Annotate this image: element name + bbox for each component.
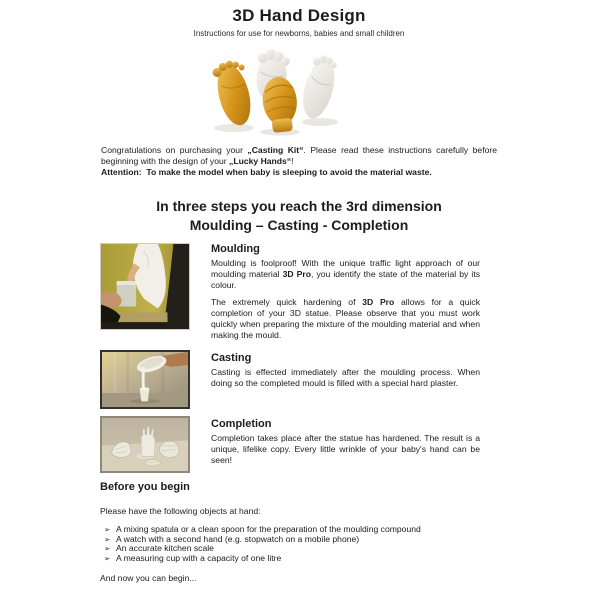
threed-pro-bold: 3D Pro (282, 269, 311, 279)
step-moulding (100, 241, 480, 341)
arrow-bullet-icon: ➢ (104, 544, 111, 554)
moulding-photo-illustration (101, 244, 189, 329)
page-subtitle: Instructions for use for newborns, babies and small children (193, 29, 405, 38)
list-item-text: A mixing spatula or a clean spoon for the preparation of the moulding compound (116, 524, 421, 534)
steps-heading-line1: In three steps you reach the 3rd dimension (156, 198, 442, 214)
moulding-photo (100, 243, 190, 330)
before-heading: Before you begin (100, 481, 190, 493)
congratulations-paragraph: Congratulations on purchasing your „Casting Kit“. Please read these instructions carefully before beginning with the design of your „Lucky Hands“! (101, 145, 498, 166)
steps-heading-line2: Moulding – Casting - Completion (189, 216, 409, 233)
lucky-hands-bold: „Lucky Hands“ (229, 156, 292, 166)
moulding-text (211, 241, 480, 341)
page-title: 3D Hand Design (232, 6, 366, 25)
begin-outro: And now you can begin... (100, 573, 197, 584)
casting-photo (100, 350, 190, 409)
completion-paragraph: Completion takes place after the statue has hardened. The result is a unique, lifelike copy. Every little wrinkle of your baby's hand can be seen! (211, 433, 480, 465)
casting-text (211, 350, 480, 389)
steps-section (100, 241, 480, 473)
hand-casts-photo (204, 43, 347, 137)
moulding-title: Moulding (211, 243, 260, 255)
hand-casts-illustration (204, 43, 347, 137)
casting-paragraph: Casting is effected immediately after the moulding process. When doing so the completed mould is filled with a special hard plaster. (211, 367, 480, 388)
intro-block (101, 145, 497, 178)
arrow-bullet-icon: ➢ (104, 553, 111, 563)
step-casting (100, 350, 480, 409)
list-item-text: An accurate kitchen scale (116, 543, 214, 554)
casting-kit-bold: „Casting Kit“ (247, 145, 304, 155)
casting-title: Casting (211, 352, 252, 364)
document-header (100, 6, 498, 38)
moulding-paragraph-1: Moulding is foolproof! With the unique traffic light approach of our moulding material 3D Pro, you identify the state of the material by its colour. (211, 258, 481, 290)
arrow-bullet-icon: ➢ (104, 525, 111, 534)
completion-photo (100, 416, 190, 473)
before-you-begin-section (100, 481, 497, 583)
completion-photo-illustration (102, 418, 188, 471)
list-item (100, 554, 497, 564)
attention-note: Attention: To make the model when baby is sleeping to avoid the material waste. (101, 167, 432, 177)
arrow-bullet-icon: ➢ (104, 534, 111, 544)
steps-heading (100, 197, 498, 234)
moulding-paragraph-2: The extremely quick hardening of 3D Pro allows for a quick completion of your 3D statue. Please observe that you must work quickly when preparing the mixture of the moulding material and when making the mould. (211, 297, 480, 340)
completion-text (211, 416, 480, 466)
step-completion (100, 416, 480, 473)
list-item-text: A measuring cup with a capacity of one litre (116, 552, 282, 563)
casting-photo-illustration (102, 352, 188, 407)
list-item-text: A watch with a second hand (e.g. stopwatch on a mobile phone) (116, 533, 360, 544)
before-intro: Please have the following objects at hand: (100, 506, 261, 516)
threed-pro-bold: 3D Pro (362, 297, 395, 307)
checklist (100, 525, 497, 563)
completion-title: Completion (211, 418, 272, 430)
